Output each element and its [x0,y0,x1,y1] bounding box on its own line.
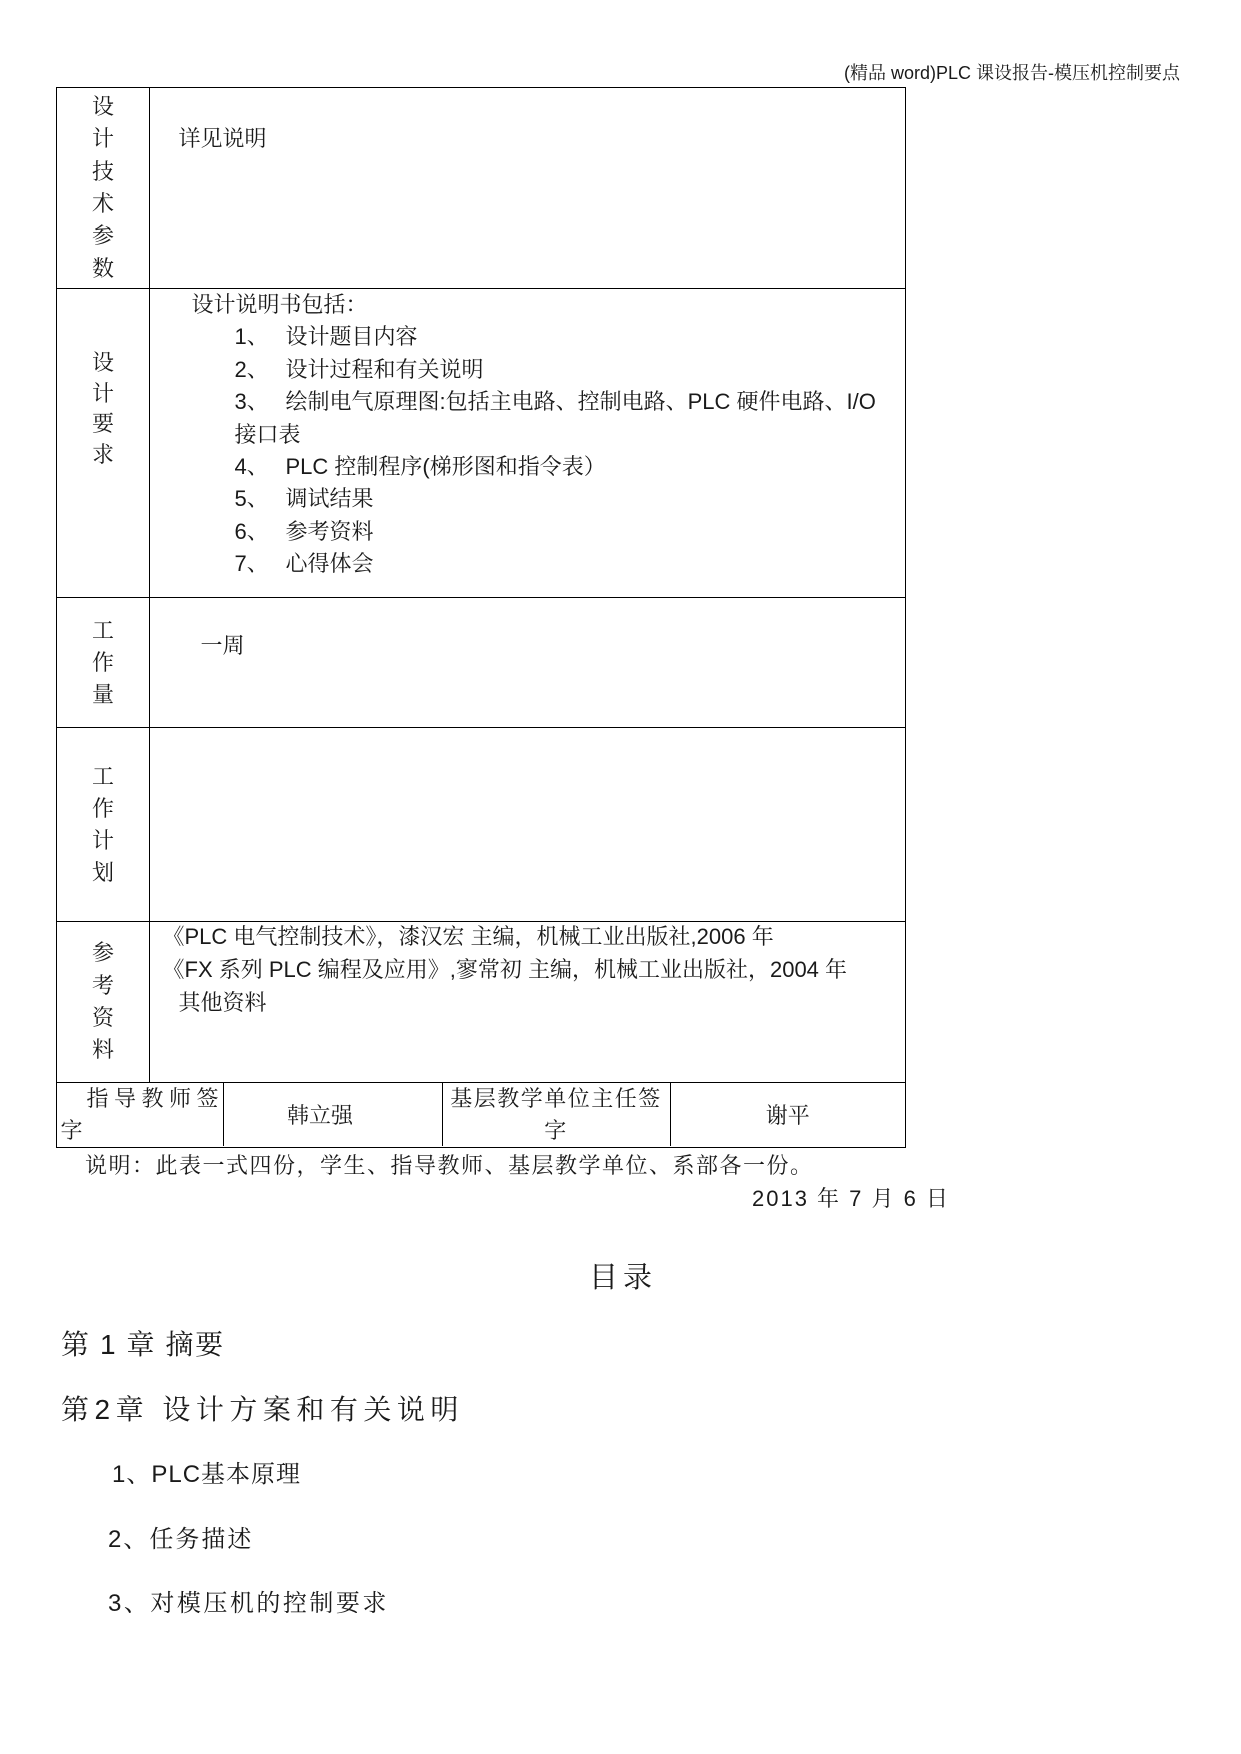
list-item-text: 绘制电气原理图:包括主电路、控制电路、PLC 硬件电路、I/O [285,389,876,415]
row-content-cell [150,88,905,288]
teacher-name-cell [224,1083,443,1146]
table-row-references [57,922,905,1083]
toc-section: 1、PLC基本原理 [112,1461,302,1488]
row-label-cell [57,598,150,727]
task-form-table [56,87,906,1148]
table-row-technical-params [57,88,905,289]
director-name-cell [671,1083,906,1146]
row-label-cell [57,289,150,597]
workload-text: 一周 [200,632,245,658]
requirements-intro: 设计说明书包括： [191,292,368,317]
table-row-workload [57,598,905,728]
list-item [150,386,905,418]
director-name: 谢平 [765,1103,810,1128]
form-note: 说明：此表一式四份，学生、指导教师、基层教学单位、系部各一份。 [85,1153,814,1178]
row-content-cell-empty [150,728,905,921]
list-item-number: 6、 [234,518,269,544]
requirements-list [150,289,905,581]
running-header: (精品 word)PLC 课设报告-模压机控制要点 [843,63,1180,83]
list-item-text: 调试结果 [285,486,374,512]
teacher-signature-label-cell [57,1083,224,1146]
toc-section: 2、任务描述 [108,1526,254,1553]
references-list [163,920,848,1019]
list-item-number: 7、 [234,551,269,577]
row-label-requirements: 设计要求 [91,350,114,467]
director-signature-label-cell [443,1083,671,1146]
row-label-references: 参考资料 [91,940,114,1063]
toc-title: 目录 [588,1262,657,1294]
list-item-text: PLC 控制程序(梯形图和指令表） [285,453,606,479]
teacher-signature-label: 指导教师签 [86,1086,225,1111]
list-item-text: 设计题目内容 [285,324,418,350]
director-signature-label: 基层教学单位主任签 [450,1086,662,1111]
list-item-continuation: 接口表 [234,421,301,447]
row-label-cell [57,88,150,288]
row-label-work-plan: 工作计划 [91,763,114,885]
reference-item: 其他资料 [178,990,267,1015]
teacher-name: 韩立强 [286,1103,353,1128]
list-item-text: 设计过程和有关说明 [285,356,484,382]
list-item-number: 3、 [234,389,269,415]
list-item [150,451,905,483]
toc-section: 3、对模压机的控制要求 [108,1590,389,1617]
table-row-work-plan [57,728,905,922]
teacher-signature-label-wrap: 字 [60,1118,83,1143]
list-item-number: 5、 [234,486,269,512]
table-row-signatures [57,1083,905,1146]
list-item [150,354,905,386]
list-item [150,321,905,353]
list-item [150,516,905,548]
row-content-cell [150,598,905,727]
list-item-number: 2、 [234,356,269,382]
form-date: 2013 年 7 月 6 日 [752,1186,950,1211]
toc-chapter: 第2章 设计方案和有关说明 [61,1394,464,1425]
list-item [150,548,905,580]
row-label-cell [57,922,150,1082]
list-item-number: 4、 [234,453,269,479]
reference-item: 《PLC 电气控制技术》，漆汉宏 主编，机械工业出版社,2006 年 [162,924,774,949]
toc-chapter: 第 1 章 摘要 [61,1329,225,1360]
list-item-text: 心得体会 [285,551,374,577]
row-label-technical-params: 设计技术参数 [91,93,114,281]
list-item [150,483,905,515]
technical-params-text: 详见说明 [178,125,267,151]
list-item-text: 参考资料 [285,518,374,544]
reference-item: 《FX 系列 PLC 编程及应用》,寥常初 主编，机械工业出版社，2004 年 [162,957,848,982]
table-row-requirements [57,289,905,598]
row-content-cell [150,922,905,1082]
row-label-cell [57,728,150,921]
row-content-cell [150,289,905,597]
list-item-number: 1、 [234,324,269,350]
row-label-workload: 工作量 [91,617,114,707]
director-signature-label-wrap: 字 [544,1118,568,1143]
